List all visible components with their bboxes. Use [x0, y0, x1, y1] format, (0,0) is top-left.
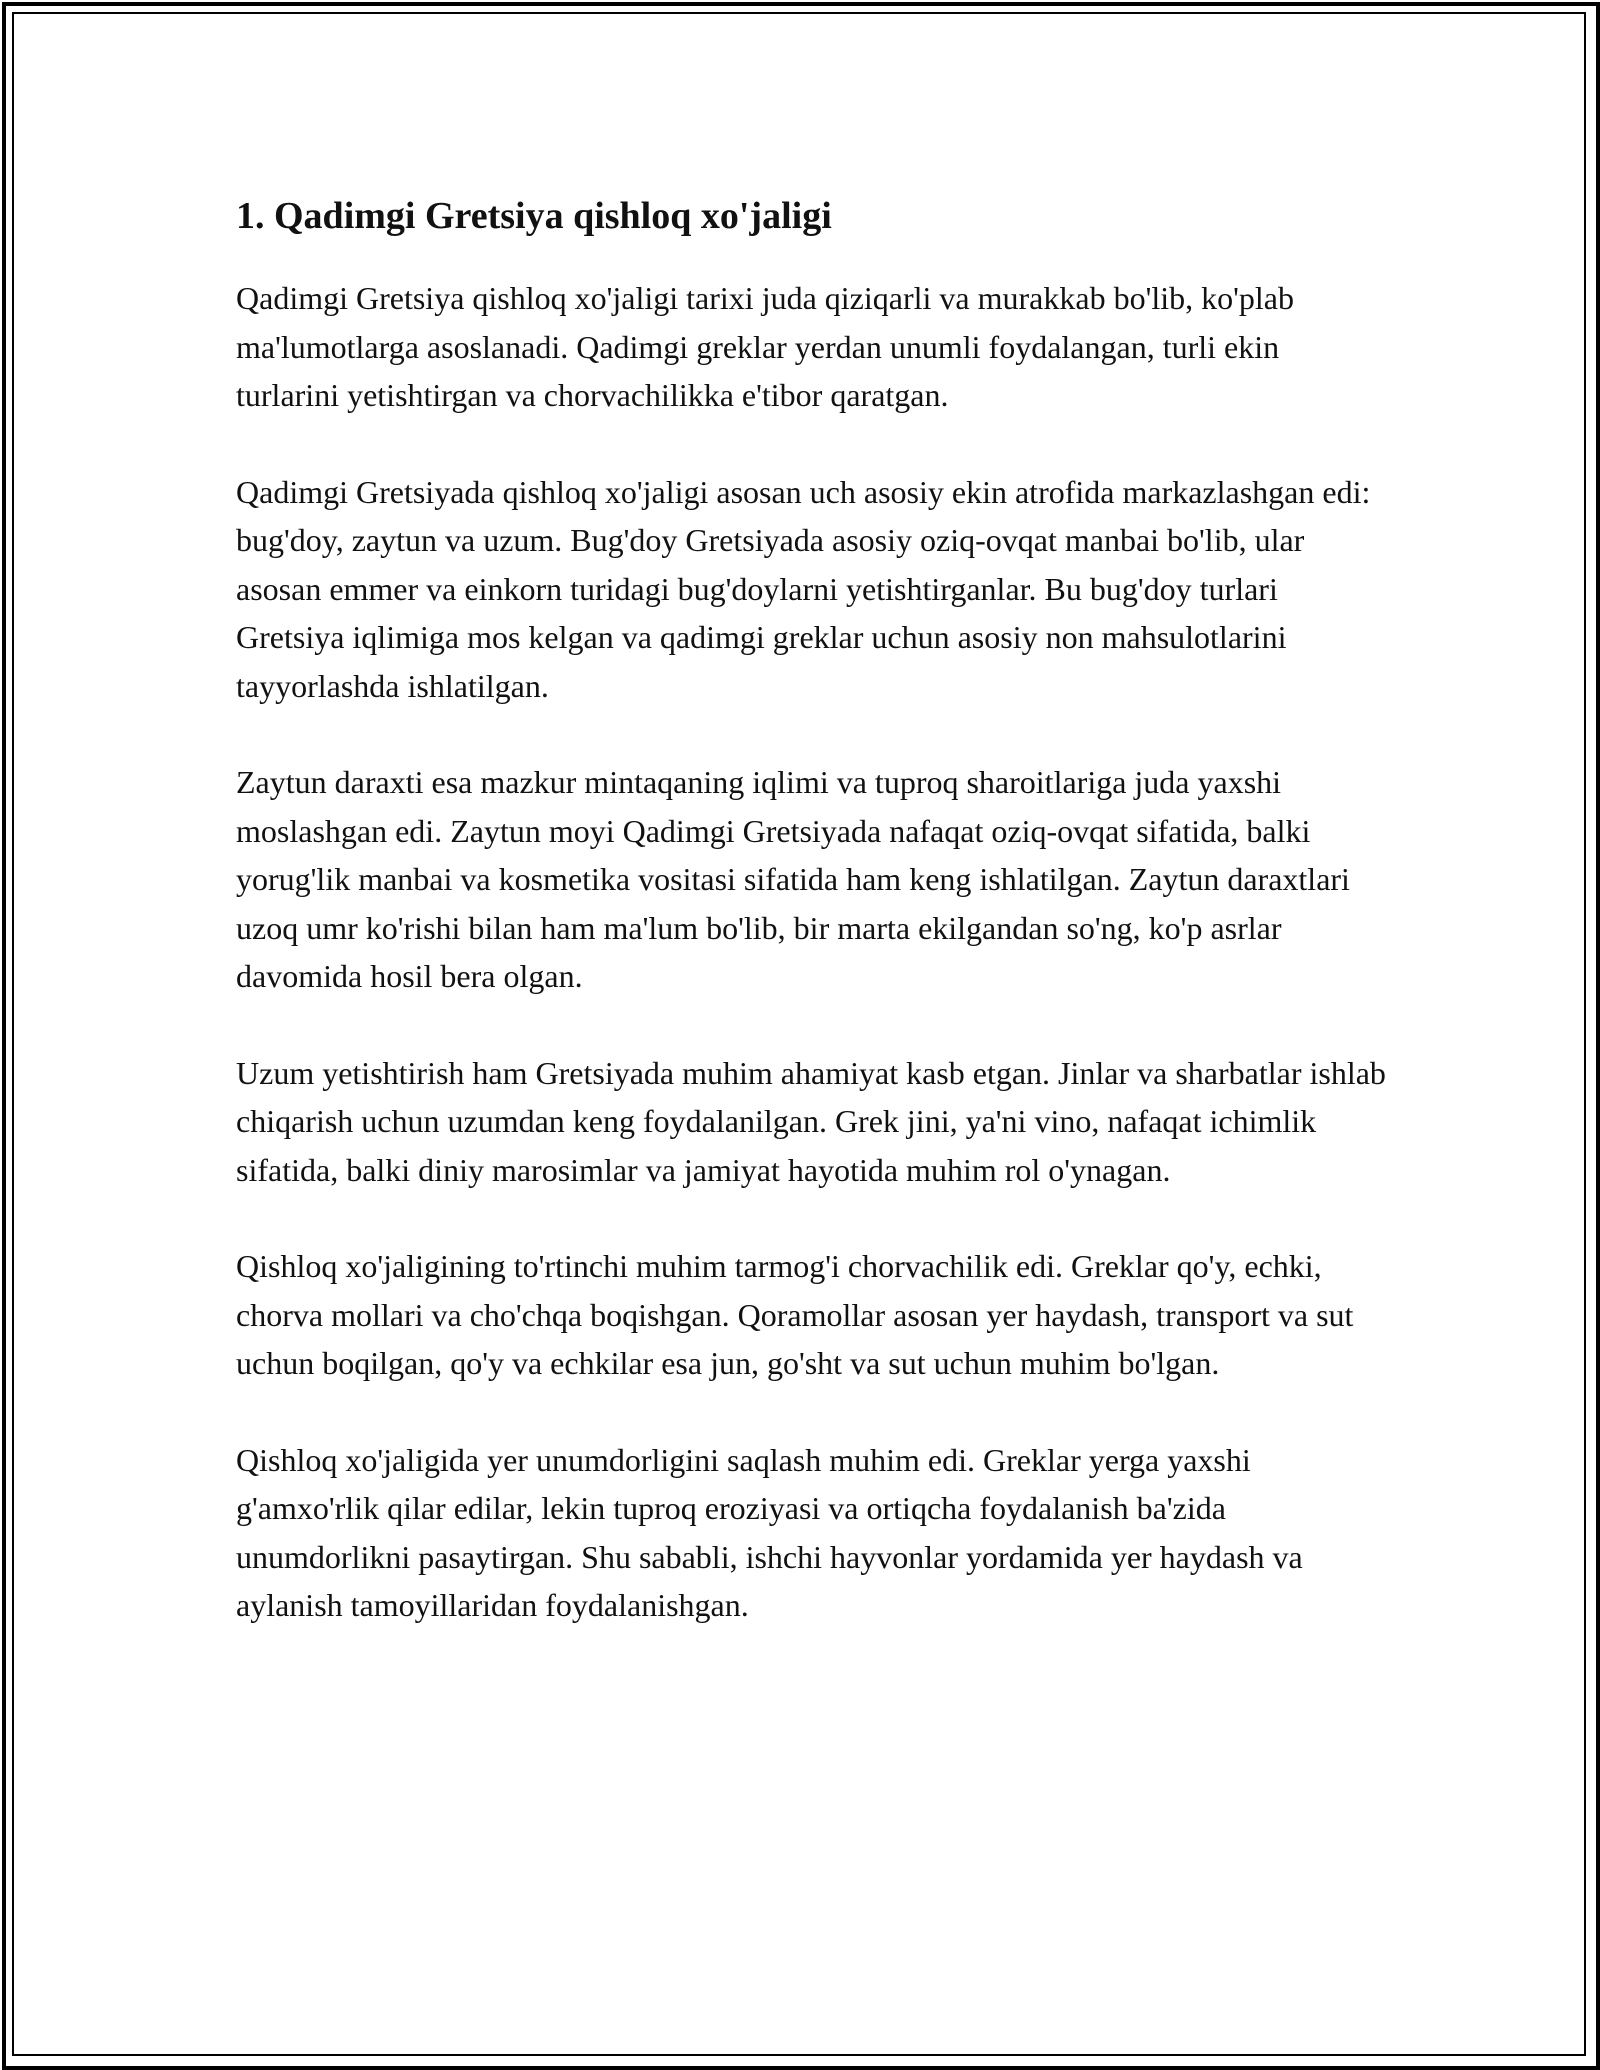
- paragraph-grapes: Uzum yetishtirish ham Gretsiyada muhim ahamiyat kasb etgan. Jinlar va sharbatlar ishlab chiqarish uchun uzumdan keng foydalanilgan. Grek jini, ya'ni vino, nafaqat ichimlik sifatida, balki diniy marosimlar va jamiyat hayotida muhim rol o'ynagan.: [236, 1054, 1386, 1188]
- document-body: [236, 188, 1386, 1678]
- section-heading: 1. Qadimgi Gretsiya qishloq xo'jaligi: [236, 195, 832, 237]
- paragraph-olive: Zaytun daraxti esa mazkur mintaqaning iqlimi va tuproq sharoitlariga juda yaxshi moslashgan edi. Zaytun moyi Qadimgi Gretsiyada nafaqat oziq-ovqat sifatida, balki yorug'lik manbai va kosmetika vositasi sifatida ham keng ishlatilgan. Zaytun daraxtlari uzoq umr ko'rishi bilan ham ma'lum bo'lib, bir marta ekilgandan so'ng, ko'p asrlar davomida hosil bera olgan.: [236, 764, 1350, 994]
- paragraph-main-crops: Qadimgi Gretsiyada qishloq xo'jaligi asosan uch asosiy ekin atrofida markazlashgan edi: bug'doy, zaytun va uzum. Bug'doy Gretsiyada asosiy oziq-ovqat manbai bo'lib, ular asosan emmer va einkorn turidagi bug'doylarni yetishtirganlar. Bu bug'doy turlari Gretsiya iqlimiga mos kelgan va qadimgi greklar uchun asosiy non mahsulotlarini tayyorlashda ishlatilgan.: [236, 473, 1371, 704]
- paragraph-soil-fertility: Qishloq xo'jaligida yer unumdorligini saqlash muhim edi. Greklar yerga yaxshi g'amxo'rlik qilar edilar, lekin tuproq eroziyasi va ortiqcha foydalanish ba'zida unumdorlikni pasaytirgan. Shu sababli, ishchi hayvonlar yordamida yer haydash va aylanish tamoyillaridan foydalanishgan.: [236, 1441, 1303, 1623]
- paragraph-intro: Qadimgi Gretsiya qishloq xo'jaligi tarixi juda qiziqarli va murakkab bo'lib, ko'plab ma'lumotlarga asoslanadi. Qadimgi greklar yerdan unumli foydalangan, turli ekin turlarini yetishtirgan va chorvachilikka e'tibor qaratgan.: [236, 280, 1294, 413]
- paragraph-livestock: Qishloq xo'jaligining to'rtinchi muhim tarmog'i chorvachilik edi. Greklar qo'y, echki, chorva mollari va cho'chqa boqishgan. Qoramollar asosan yer haydash, transport va sut uchun boqilgan, qo'y va echkilar esa jun, go'sht va sut uchun muhim bo'lgan.: [236, 1248, 1354, 1381]
